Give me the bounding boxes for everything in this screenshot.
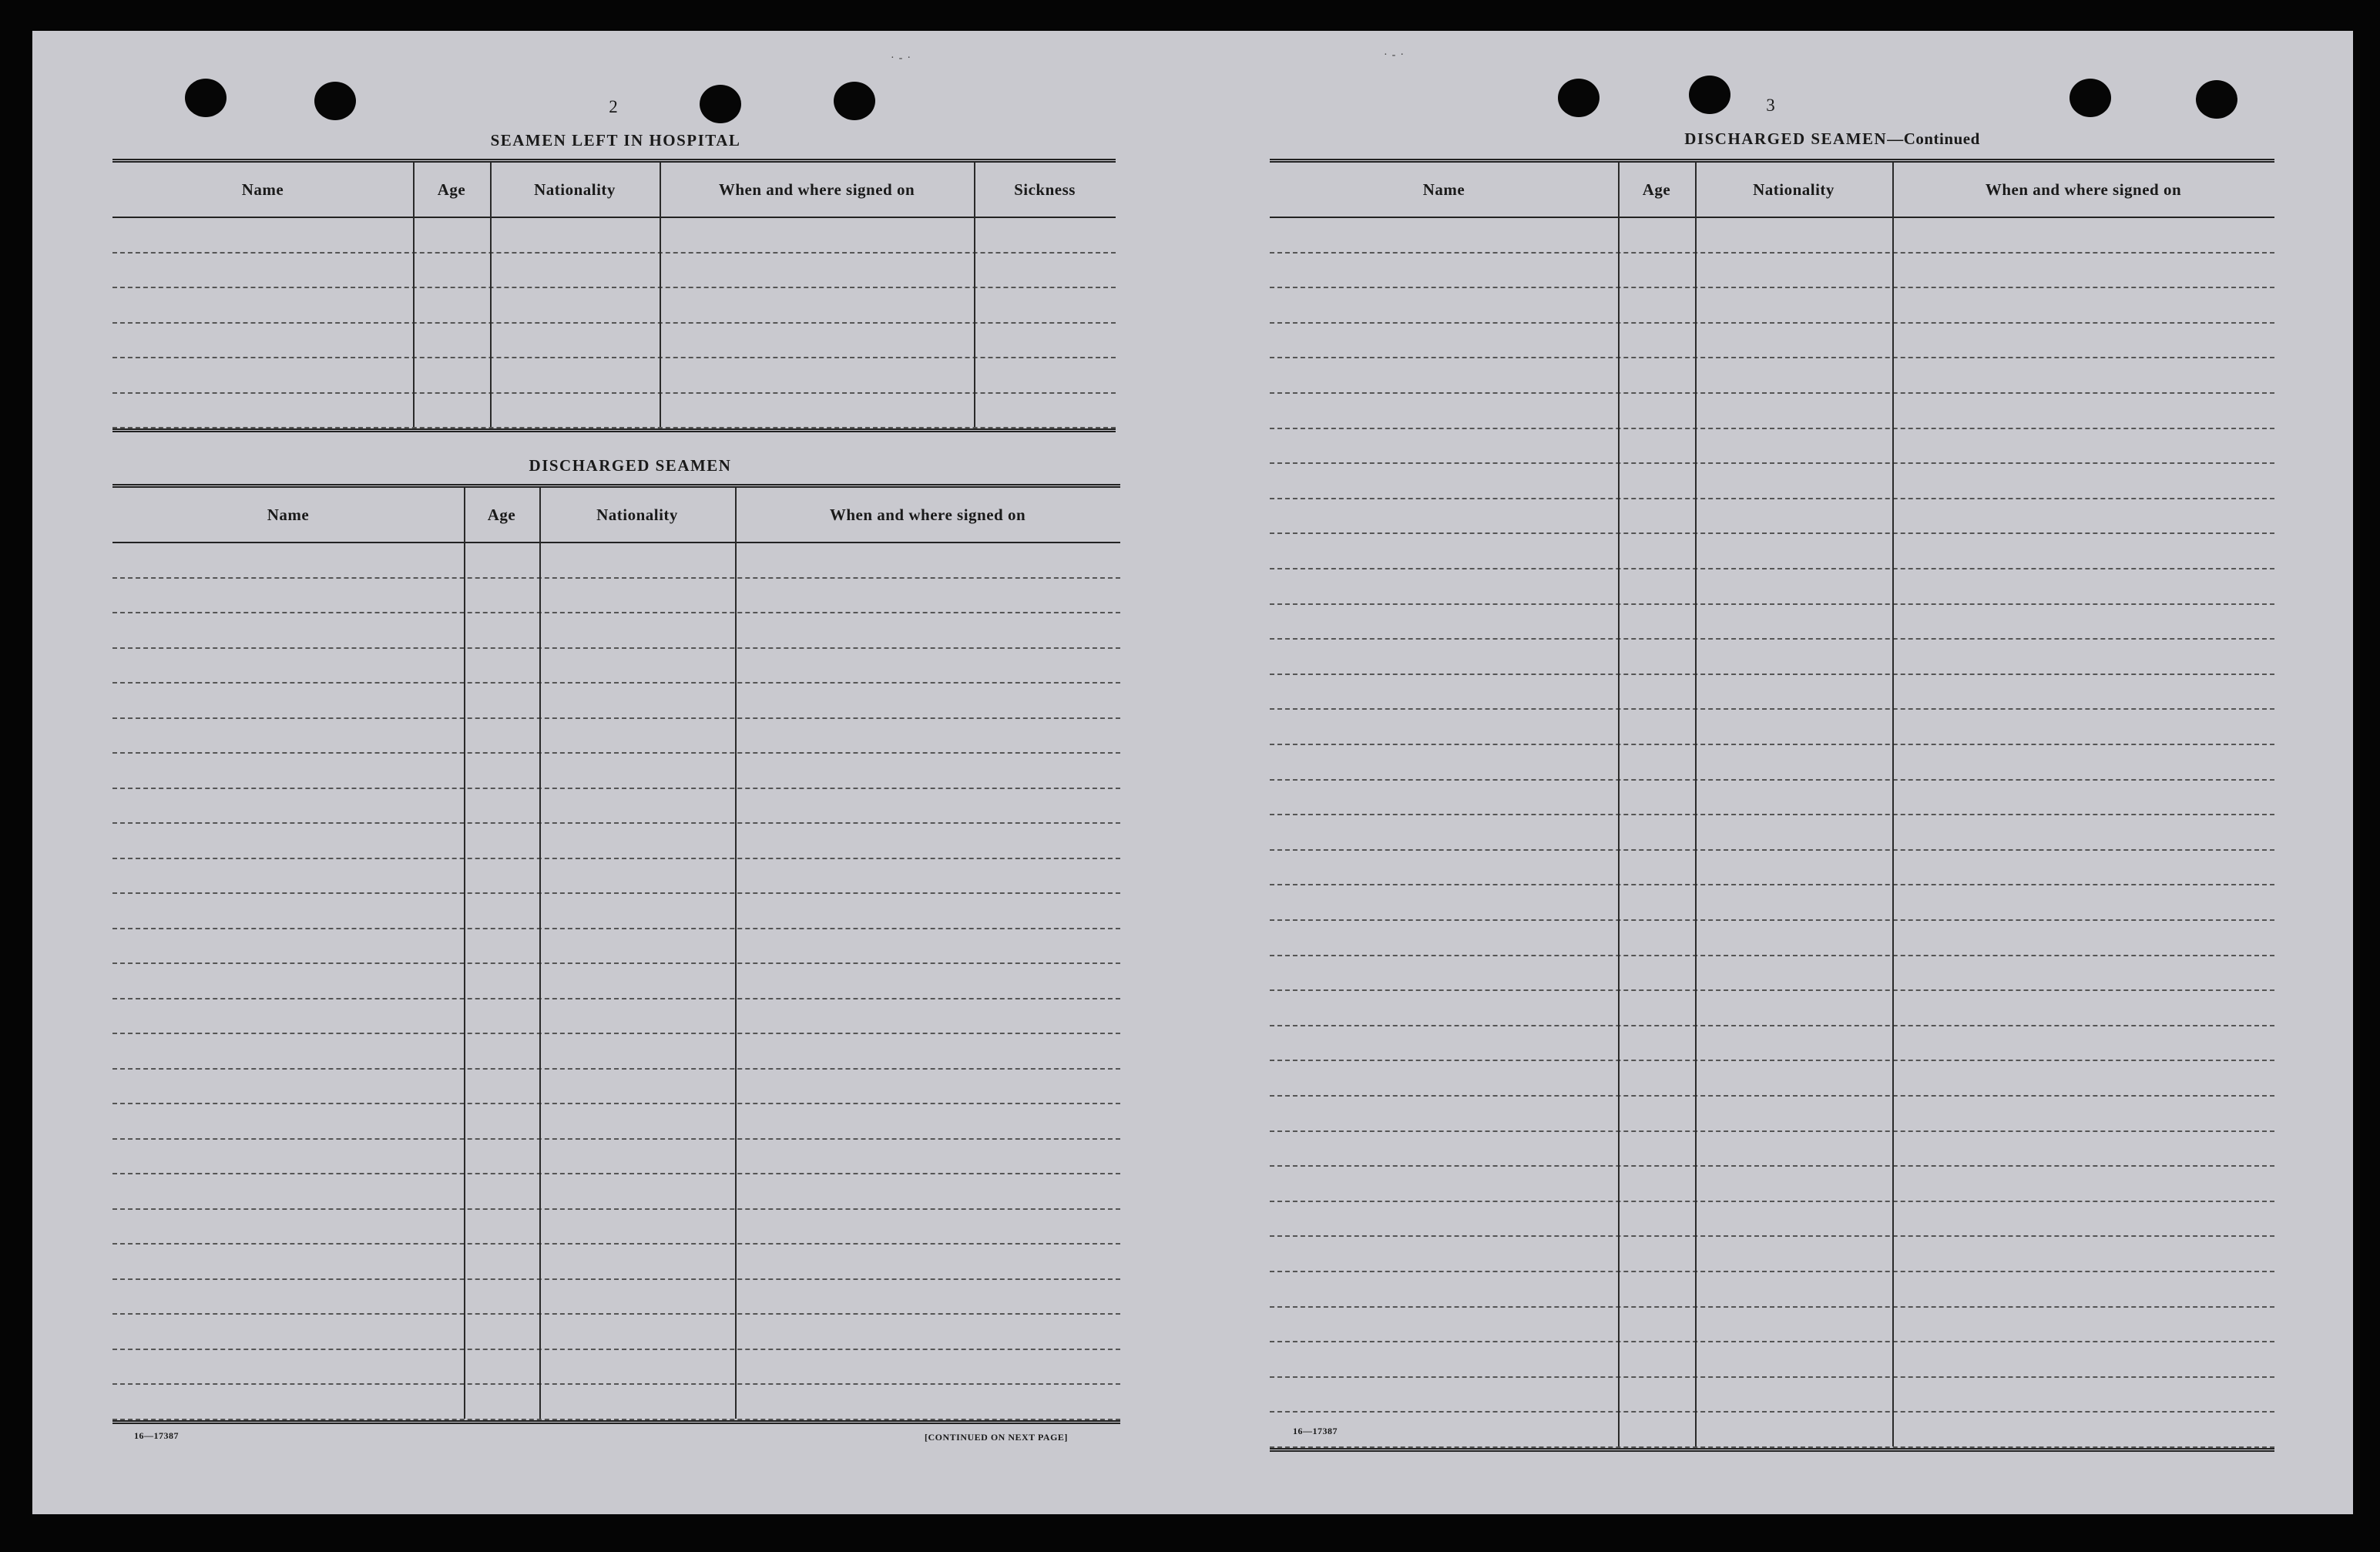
table-row-line — [1270, 1201, 2274, 1202]
column-header-signed-on: When and where signed on — [829, 505, 1026, 524]
page-number-right: 3 — [1766, 96, 1775, 115]
discharged-section-title-left: DISCHARGED SEAMEN — [529, 456, 732, 475]
table-bottom-rule — [1270, 1448, 2274, 1452]
table-row-line — [1270, 708, 2274, 710]
table-row-line — [1270, 1165, 2274, 1167]
table-row-line — [112, 1103, 1120, 1104]
table-row-line — [1270, 322, 2274, 324]
table-row-line — [1270, 252, 2274, 254]
column-header-nationality: Nationality — [534, 180, 616, 199]
table-row-line — [1270, 884, 2274, 885]
table-header-row — [112, 163, 1116, 218]
table-row-line — [112, 1383, 1120, 1385]
table-row-line — [112, 1349, 1120, 1350]
table-row-line — [1270, 674, 2274, 675]
table-row-line — [1270, 814, 2274, 815]
section-title-main: DISCHARGED SEAMEN — [1684, 129, 1888, 148]
table-row-line — [1270, 919, 2274, 921]
column-header-nationality: Nationality — [596, 505, 678, 524]
column-divider — [1618, 163, 1620, 1446]
table-row-line — [112, 892, 1120, 894]
punch-hole — [314, 82, 356, 120]
table-row-line — [112, 357, 1116, 358]
column-header-age: Age — [487, 505, 516, 524]
column-header-age: Age — [1642, 180, 1671, 199]
table-row-line — [1270, 1411, 2274, 1413]
table-row-line — [1270, 1235, 2274, 1237]
table-row-line — [1270, 603, 2274, 605]
table-row-line — [112, 1243, 1120, 1245]
table-row-line — [112, 962, 1120, 964]
column-divider — [974, 163, 975, 427]
column-header-nationality: Nationality — [1753, 180, 1835, 199]
column-divider — [1695, 163, 1697, 1446]
table-row-line — [112, 682, 1120, 684]
discharged-table-right — [1270, 159, 2274, 1412]
table-row-line — [112, 1173, 1120, 1174]
table-row-line — [112, 322, 1116, 324]
table-row-line — [112, 822, 1120, 824]
column-header-name: Name — [267, 505, 310, 524]
table-row-line — [112, 647, 1120, 649]
table-row-line — [112, 858, 1120, 859]
table-row-line — [112, 752, 1120, 754]
table-row-line — [1270, 779, 2274, 781]
table-row-line — [1270, 849, 2274, 851]
hospital-section-title: SEAMEN LEFT IN HOSPITAL — [490, 131, 741, 149]
table-row-line — [1270, 1376, 2274, 1378]
column-header-name: Name — [241, 180, 284, 199]
table-row-line — [1270, 392, 2274, 394]
table-row-line — [1270, 462, 2274, 464]
column-header-signed-on: When and where signed on — [1985, 180, 2182, 199]
table-row-line — [112, 998, 1120, 999]
form-number-right: 16—17387 — [1293, 1426, 1338, 1436]
continued-note: [CONTINUED ON NEXT PAGE] — [925, 1432, 1068, 1443]
table-row-line — [1270, 1095, 2274, 1097]
discharged-table-left — [112, 484, 1120, 1415]
table-row-line — [1270, 1306, 2274, 1308]
table-row-line — [1270, 498, 2274, 499]
scan-speck: ·‐· — [1384, 49, 1408, 61]
table-row-line — [1270, 1271, 2274, 1272]
punch-hole — [834, 82, 875, 120]
table-row-line — [112, 1208, 1120, 1210]
table-bottom-rule — [112, 428, 1116, 432]
scanned-form-sheet — [32, 31, 2353, 1514]
table-row-line — [1270, 744, 2274, 745]
column-divider — [735, 488, 737, 1419]
table-row-line — [1270, 428, 2274, 429]
punch-hole — [185, 79, 227, 117]
table-row-line — [112, 1033, 1120, 1034]
column-divider — [1892, 163, 1894, 1446]
table-row-line — [112, 1138, 1120, 1140]
column-header-name: Name — [1422, 180, 1465, 199]
table-header-row — [112, 488, 1120, 543]
table-row-line — [112, 1313, 1120, 1315]
column-header-signed-on: When and where signed on — [718, 180, 915, 199]
table-row-line — [1270, 1025, 2274, 1026]
column-divider — [464, 488, 465, 1419]
scan-speck: ·‐· — [891, 52, 915, 64]
punch-hole — [2196, 80, 2237, 119]
table-bottom-rule — [112, 1420, 1120, 1424]
column-header-sickness: Sickness — [1014, 180, 1076, 199]
discharged-section-title-right — [1684, 129, 1979, 149]
table-header-row — [1270, 163, 2274, 218]
column-divider — [490, 163, 492, 427]
section-title-suffix: —Continued — [1887, 129, 1980, 148]
table-row-line — [112, 1278, 1120, 1280]
punch-hole — [700, 85, 741, 123]
punch-hole — [1558, 79, 1600, 117]
table-row-line — [112, 252, 1116, 254]
table-row-line — [1270, 955, 2274, 956]
table-row-line — [112, 788, 1120, 789]
table-row-line — [112, 392, 1116, 394]
punch-hole — [1689, 76, 1730, 114]
table-row-line — [1270, 532, 2274, 534]
table-row-line — [112, 1068, 1120, 1070]
table-row-line — [1270, 1341, 2274, 1342]
table-row-line — [112, 717, 1120, 719]
column-header-age: Age — [437, 180, 466, 199]
column-divider — [413, 163, 415, 427]
form-number-left: 16—17387 — [134, 1430, 179, 1441]
table-row-line — [1270, 1130, 2274, 1132]
table-row-line — [112, 577, 1120, 579]
table-row-line — [1270, 1060, 2274, 1061]
table-row-line — [1270, 568, 2274, 569]
column-divider — [539, 488, 541, 1419]
page-number-left: 2 — [609, 97, 618, 116]
table-row-line — [112, 928, 1120, 929]
hospital-table — [112, 159, 1116, 465]
table-row-line — [1270, 287, 2274, 288]
column-divider — [660, 163, 661, 427]
table-row-line — [1270, 989, 2274, 991]
punch-hole — [2069, 79, 2111, 117]
table-row-line — [1270, 357, 2274, 358]
table-row-line — [1270, 638, 2274, 640]
table-row-line — [112, 612, 1120, 613]
table-row-line — [112, 287, 1116, 288]
